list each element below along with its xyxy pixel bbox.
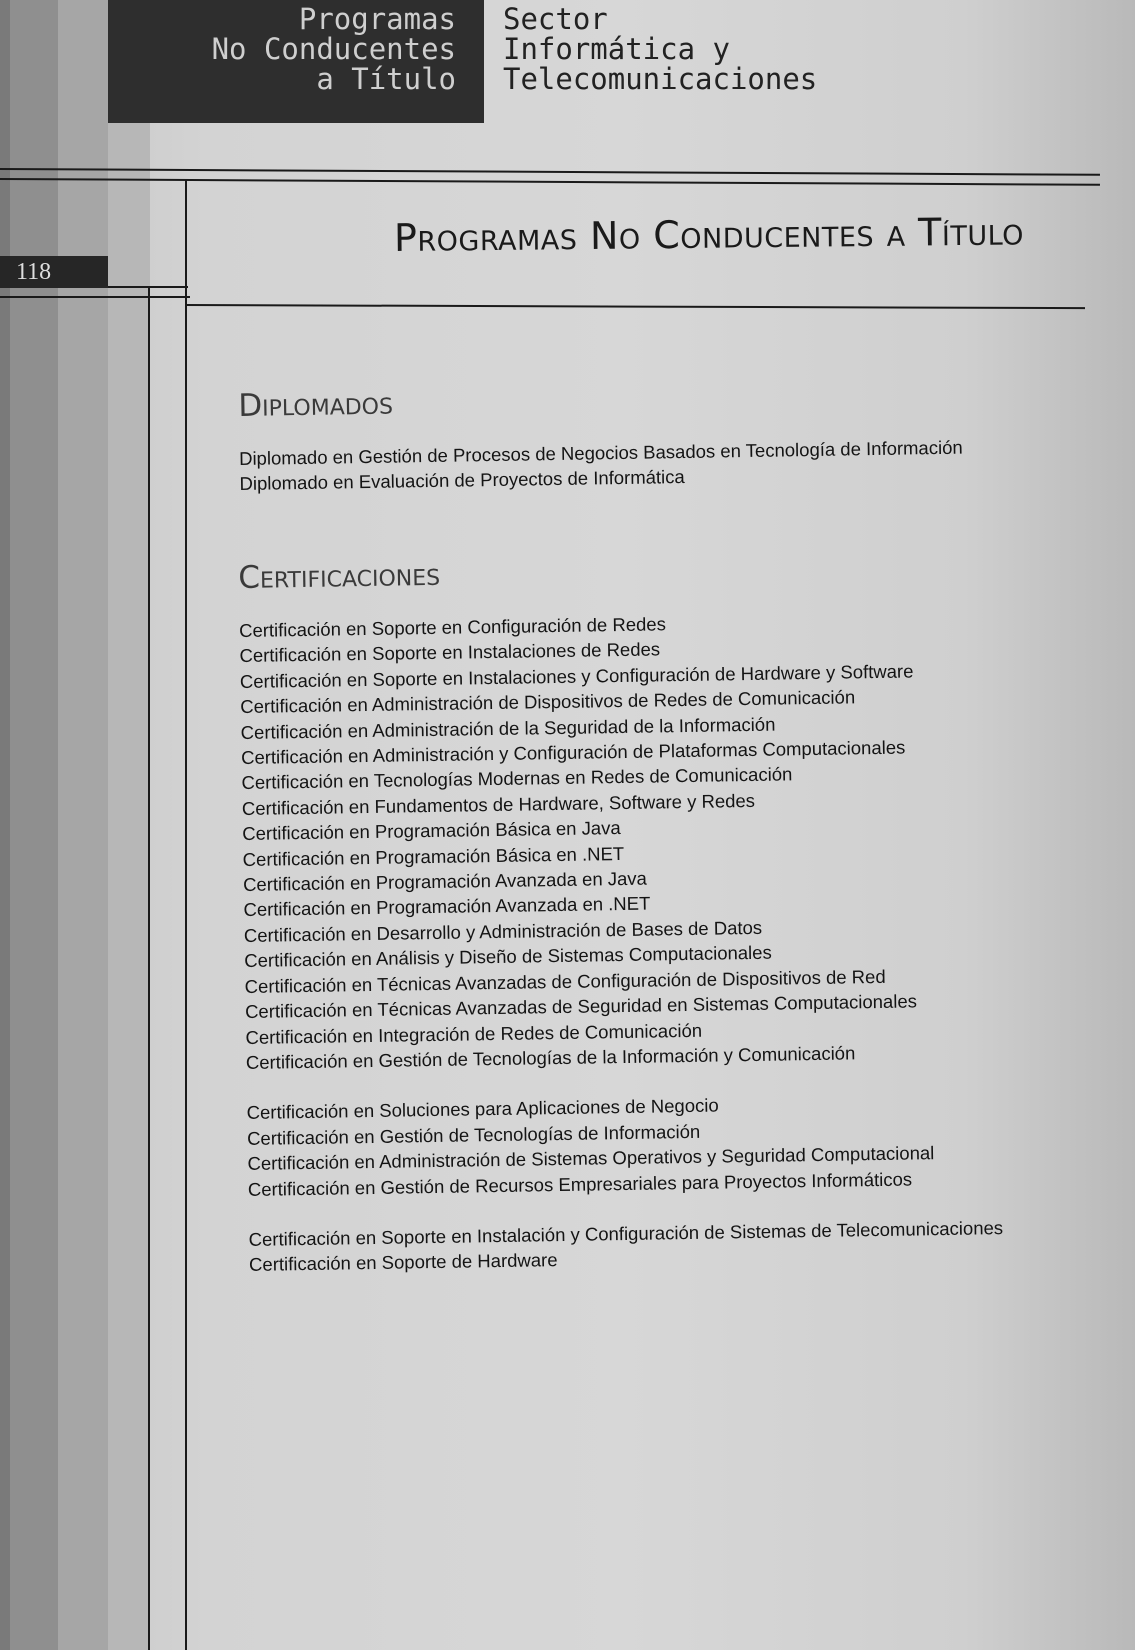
list-item: Certificación en Administración de la Seguridad de la Información: [240, 713, 776, 743]
header-left-line: Programas: [298, 2, 456, 36]
header-left-text: [212, 4, 456, 94]
horizontal-rule: [108, 286, 188, 288]
list-item: Certificación en Desarrollo y Administración de Bases de Datos: [243, 916, 763, 946]
list-item: Certificación en Programación Básica en Java: [242, 817, 621, 845]
list-item: Certificación en Técnicas Avanzadas de Seguridad en Sistemas Computacionales: [244, 990, 918, 1023]
list-item: Certificación en Análisis y Diseño de Sistemas Computacionales: [244, 941, 772, 972]
header-right-line: Telecomunicaciones: [503, 62, 818, 96]
horizontal-rule: [185, 304, 1085, 309]
list-item: Certificación en Programación Avanzada en Java: [242, 867, 648, 896]
list-item: Diplomado en Gestión de Procesos de Negocios Basados en Tecnología de Información: [238, 436, 963, 469]
list-item: Certificación en Gestión de Recursos Empresariales para Proyectos Informáticos: [247, 1168, 913, 1200]
margin-stripe: [58, 0, 108, 1650]
list-item: Certificación en Tecnologías Modernas en Redes de Comunicación: [241, 763, 793, 794]
page-title: Programas No Conducentes a Título: [393, 209, 1025, 260]
header-left-line: No Conducentes: [211, 32, 456, 66]
diplomados-section: [238, 375, 1060, 497]
list-item: Diplomado en Evaluación de Proyectos de Informática: [239, 466, 685, 495]
certificaciones-section: [238, 547, 1070, 1303]
header-right-line: Informática y: [503, 32, 730, 66]
list-item: Certificación en Administración de Sistemas Operativos y Seguridad Computacional: [247, 1142, 935, 1175]
list-item: Certificación en Soporte de Hardware: [248, 1249, 558, 1276]
margin-stripe: [0, 0, 10, 1650]
header-left-line: a Título: [316, 62, 456, 96]
list-group: [248, 1214, 1069, 1278]
margin-stripe: [10, 0, 58, 1650]
list-item: Certificación en Gestión de Tecnologías de Información: [246, 1120, 701, 1149]
vertical-rule: [148, 287, 150, 1650]
header-block: [108, 0, 484, 123]
margin-stripe: [108, 0, 150, 1650]
horizontal-rule: [0, 178, 1100, 185]
list-item: Certificación en Soluciones para Aplicaciones de Negocio: [246, 1094, 719, 1124]
list-item: Certificación en Administración de Dispositivos de Redes de Comunicación: [240, 686, 856, 718]
section-heading: Certificaciones: [238, 556, 441, 596]
list-group: [239, 605, 1066, 1075]
list-item: Certificación en Soporte en Instalaciones de Redes: [239, 638, 661, 667]
list-item: Certificación en Fundamentos de Hardware, Software y Redes: [241, 789, 756, 819]
list-item: Certificación en Técnicas Avanzadas de Configuración de Dispositivos de Red: [244, 965, 886, 997]
horizontal-rule: [0, 296, 190, 298]
list-group: [246, 1087, 1067, 1201]
list-item: Certificación en Integración de Redes de Comunicación: [245, 1019, 703, 1048]
page-number: 118: [0, 256, 108, 288]
header-right-text: [503, 4, 817, 94]
list-item: Certificación en Soporte en Instalación y Configuración de Sistemas de Telecomunicaciones: [248, 1217, 1004, 1250]
header-right-line: Sector: [503, 2, 608, 36]
horizontal-rule: [0, 168, 1100, 175]
section-heading: Diplomados: [238, 385, 394, 424]
list-item: Certificación en Administración y Configuración de Plataformas Computacionales: [240, 736, 906, 769]
list-item: Certificación en Gestión de Tecnologías de la Información y Comunicación: [245, 1042, 856, 1073]
list-item: Certificación en Soporte en Configuración de Redes: [238, 613, 667, 641]
vertical-rule: [185, 180, 187, 1650]
list-item: Certificación en Programación Avanzada en .NET: [243, 893, 651, 921]
list-item: Certificación en Programación Básica en .NET: [242, 842, 625, 870]
list-item: Certificación en Soporte en Instalaciones y Configuración de Hardware y Software: [239, 660, 914, 692]
